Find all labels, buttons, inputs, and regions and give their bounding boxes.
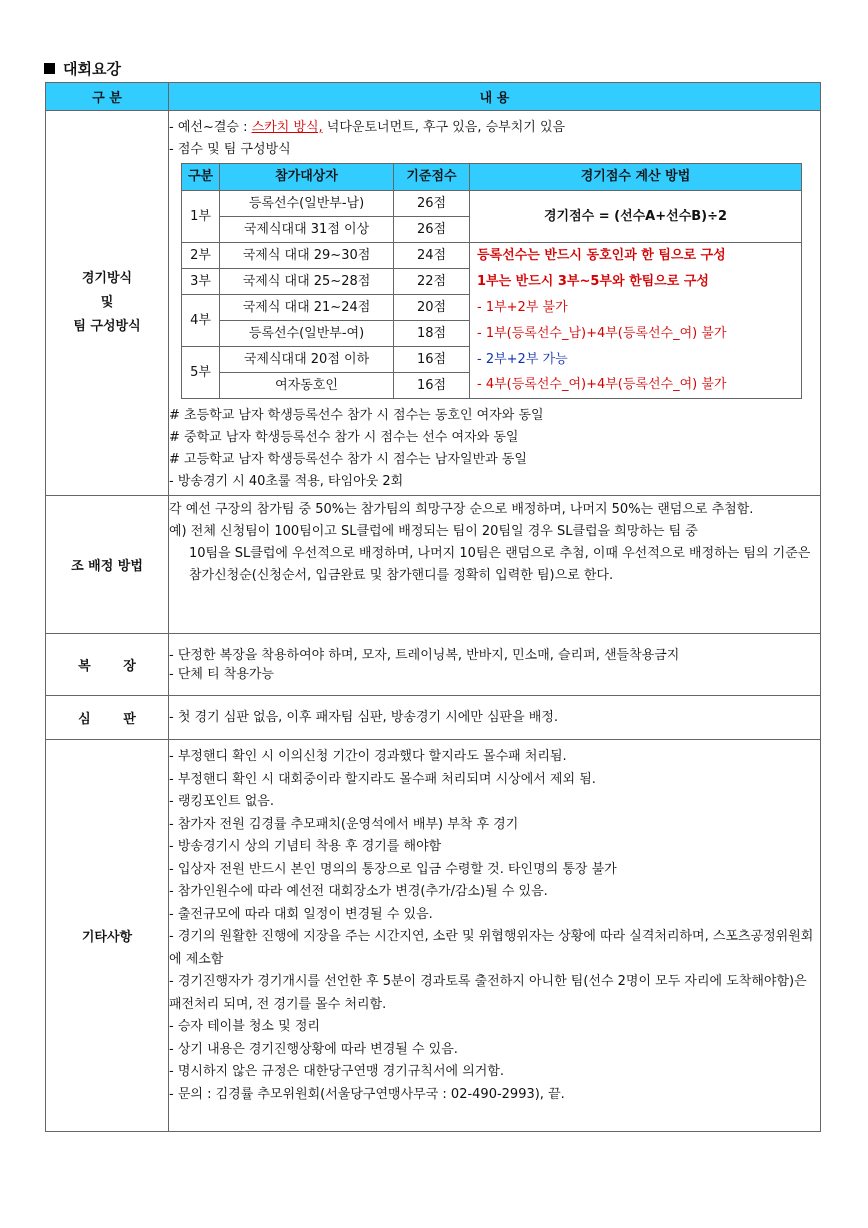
section-title: 대회요강 — [44, 58, 121, 79]
target-cell: 등록선수(일반부-남) — [220, 191, 394, 217]
score-cell: 18점 — [394, 321, 470, 347]
division-cell: 4부 — [182, 295, 220, 347]
label-referee: 심 판 — [46, 696, 169, 740]
division-cell: 5부 — [182, 347, 220, 399]
score-header-target: 참가대상자 — [220, 164, 394, 191]
etc-line: - 부정핸디 확인 시 대회중이라 할지라도 몰수패 처리되며 시상에서 제외 됨. — [169, 771, 596, 787]
score-row — [182, 347, 802, 373]
score-header-div: 구분 — [182, 164, 220, 191]
match-line-1: - 예선~결승 : 스카치 방식, 넉다운토너먼트, 후구 있음, 승부치기 있음 — [169, 120, 566, 135]
group-paragraph-2-rest: 10팀을 SL클럽에 우선적으로 배정하며, 나머지 10팀은 랜덤으로 추첨, 이때 우선적으로 배정하는 팀의 기준은 참가신청순(신청순서, 입금완료 및 참가핸디를 정확히 입력한 팀)으로 한다. — [189, 546, 811, 583]
score-row — [182, 321, 802, 347]
division-cell: 2부 — [182, 243, 220, 269]
referee-line: - 첫 경기 심판 없음, 이후 패자팀 심판, 방송경기 시에만 심판을 배정. — [169, 709, 559, 725]
score-cell: 24점 — [394, 243, 470, 269]
score-table-header — [182, 164, 802, 191]
label-match-method: 경기방식 및 팀 구성방식 — [46, 111, 169, 496]
score-cell: 16점 — [394, 373, 470, 399]
score-cell: 16점 — [394, 347, 470, 373]
score-header-score: 기준점수 — [394, 164, 470, 191]
group-paragraph-1: 각 예선 구장의 참가팀 중 50%는 참가팀의 희망구장 순으로 배정하며, 나머지 50%는 랜덤으로 추첨함. — [169, 502, 754, 517]
competition-overview-table — [45, 82, 821, 1132]
etc-line: - 방송경기시 상의 기념티 착용 후 경기를 해야함 — [169, 839, 442, 854]
header-content: 내 용 — [169, 83, 821, 111]
match-line-2: - 점수 및 팀 구성방식 — [169, 142, 291, 157]
score-row — [182, 373, 802, 399]
calc-formula: 경기점수 = (선수A+선수B)÷2 — [470, 191, 802, 243]
target-cell: 국제식 대대 25~28점 — [220, 269, 394, 295]
score-cell: 22점 — [394, 269, 470, 295]
score-table — [181, 163, 802, 399]
table-row — [46, 111, 821, 496]
dress-line: - 단정한 복장을 착용하여야 하며, 모자, 트레이닝복, 반바지, 민소매, 슬리퍼, 샌들착용금지 — [169, 647, 680, 663]
dress-code-content — [169, 634, 821, 696]
score-row — [182, 191, 802, 217]
match-method-content — [169, 111, 821, 496]
target-cell: 국제식 대대 21~24점 — [220, 295, 394, 321]
label-etc: 기타사항 — [46, 740, 169, 1132]
scotch-method-text: 스카치 방식, — [251, 120, 323, 135]
etc-line: - 문의 : 김경률 추모위원회(서울당구연맹사무국 : 02-490-2993), 끝. — [169, 1086, 565, 1102]
referee-content — [169, 696, 821, 740]
header-category: 구 분 — [46, 83, 169, 111]
etc-line: - 상기 내용은 경기진행상황에 따라 변경될 수 있음. — [169, 1041, 458, 1057]
table-row — [46, 634, 821, 696]
etc-line: - 참가인원수에 따라 예선전 대회장소가 변경(추가/감소)될 수 있음. — [169, 884, 548, 899]
etc-line: - 출전규모에 따라 대회 일정이 변경될 수 있음. — [169, 906, 433, 922]
label-group-assignment: 조 배정 방법 — [46, 496, 169, 634]
score-row — [182, 295, 802, 321]
note-line: # 고등학교 남자 학생등록선수 참가 시 점수는 남자일반과 동일 — [169, 452, 527, 467]
etc-line: - 부정핸디 확인 시 이의신청 기간이 경과했다 할지라도 몰수패 처리됨. — [169, 749, 567, 764]
square-bullet-icon — [44, 63, 55, 74]
score-header-calc: 경기점수 계산 방법 — [470, 164, 802, 191]
table-row — [46, 496, 821, 634]
table-header-row — [46, 83, 821, 111]
score-cell: 20점 — [394, 295, 470, 321]
division-cell: 1부 — [182, 191, 220, 243]
target-cell: 등록선수(일반부-여) — [220, 321, 394, 347]
calc-rule: - 1부+2부 불가 — [470, 295, 802, 321]
group-paragraph-2-lead: 예) 전체 신청팀이 100팀이고 SL클럽에 배정되는 팀이 20팀일 경우 SL클럽을 희망하는 팀 중 — [169, 524, 698, 539]
etc-line: - 경기의 원활한 진행에 지장을 주는 시간지연, 소란 및 위협행위자는 상황에 따라 실격처리하며, 스포츠공정위원회에 제소함 — [169, 929, 814, 967]
calc-rule: 1부는 반드시 3부~5부와 한팀으로 구성 — [470, 269, 802, 295]
etc-line: - 경기진행자가 경기개시를 선언한 후 5분이 경과토록 출전하지 아니한 팀(선수 2명이 모두 자리에 도착해야함)은 패전처리 되며, 전 경기를 몰수 처리함. — [169, 974, 807, 1012]
note-line: # 중학교 남자 학생등록선수 참가 시 점수는 선수 여자와 동일 — [169, 430, 519, 445]
etc-line: - 명시하지 않은 규정은 대한당구연맹 경기규칙서에 의거함. — [169, 1064, 505, 1079]
score-row — [182, 243, 802, 269]
target-cell: 국제식대대 31점 이상 — [220, 217, 394, 243]
score-cell: 26점 — [394, 217, 470, 243]
calc-rule: 등록선수는 반드시 동호인과 한 팀으로 구성 — [470, 243, 802, 269]
note-line: - 방송경기 시 40초룰 적용, 타임아웃 2회 — [169, 474, 404, 489]
etc-line: - 랭킹포인트 없음. — [169, 794, 274, 809]
target-cell: 국제식 대대 29~30점 — [220, 243, 394, 269]
division-cell: 3부 — [182, 269, 220, 295]
etc-line: - 입상자 전원 반드시 본인 명의의 통장으로 입금 수령할 것. 타인명의 통장 불가 — [169, 861, 617, 877]
group-assignment-content — [169, 496, 821, 634]
calc-rule: - 4부(등록선수_여)+4부(등록선수_여) 불가 — [470, 373, 802, 399]
table-row — [46, 740, 821, 1132]
table-row — [46, 696, 821, 740]
target-cell: 여자동호인 — [220, 373, 394, 399]
score-row — [182, 269, 802, 295]
label-dress-code: 복 장 — [46, 634, 169, 696]
score-cell: 26점 — [394, 191, 470, 217]
etc-content — [169, 740, 821, 1132]
etc-line: - 참가자 전원 김경률 추모패치(운영석에서 배부) 부착 후 경기 — [169, 816, 519, 832]
dress-line: - 단체 티 착용가능 — [169, 666, 274, 682]
calc-rule: - 1부(등록선수_남)+4부(등록선수_여) 불가 — [470, 321, 802, 347]
target-cell: 국제식대대 20점 이하 — [220, 347, 394, 373]
note-line: # 초등학교 남자 학생등록선수 참가 시 점수는 동호인 여자와 동일 — [169, 408, 544, 423]
etc-line: - 승자 테이블 청소 및 정리 — [169, 1019, 320, 1034]
calc-rule: - 2부+2부 가능 — [470, 347, 802, 373]
